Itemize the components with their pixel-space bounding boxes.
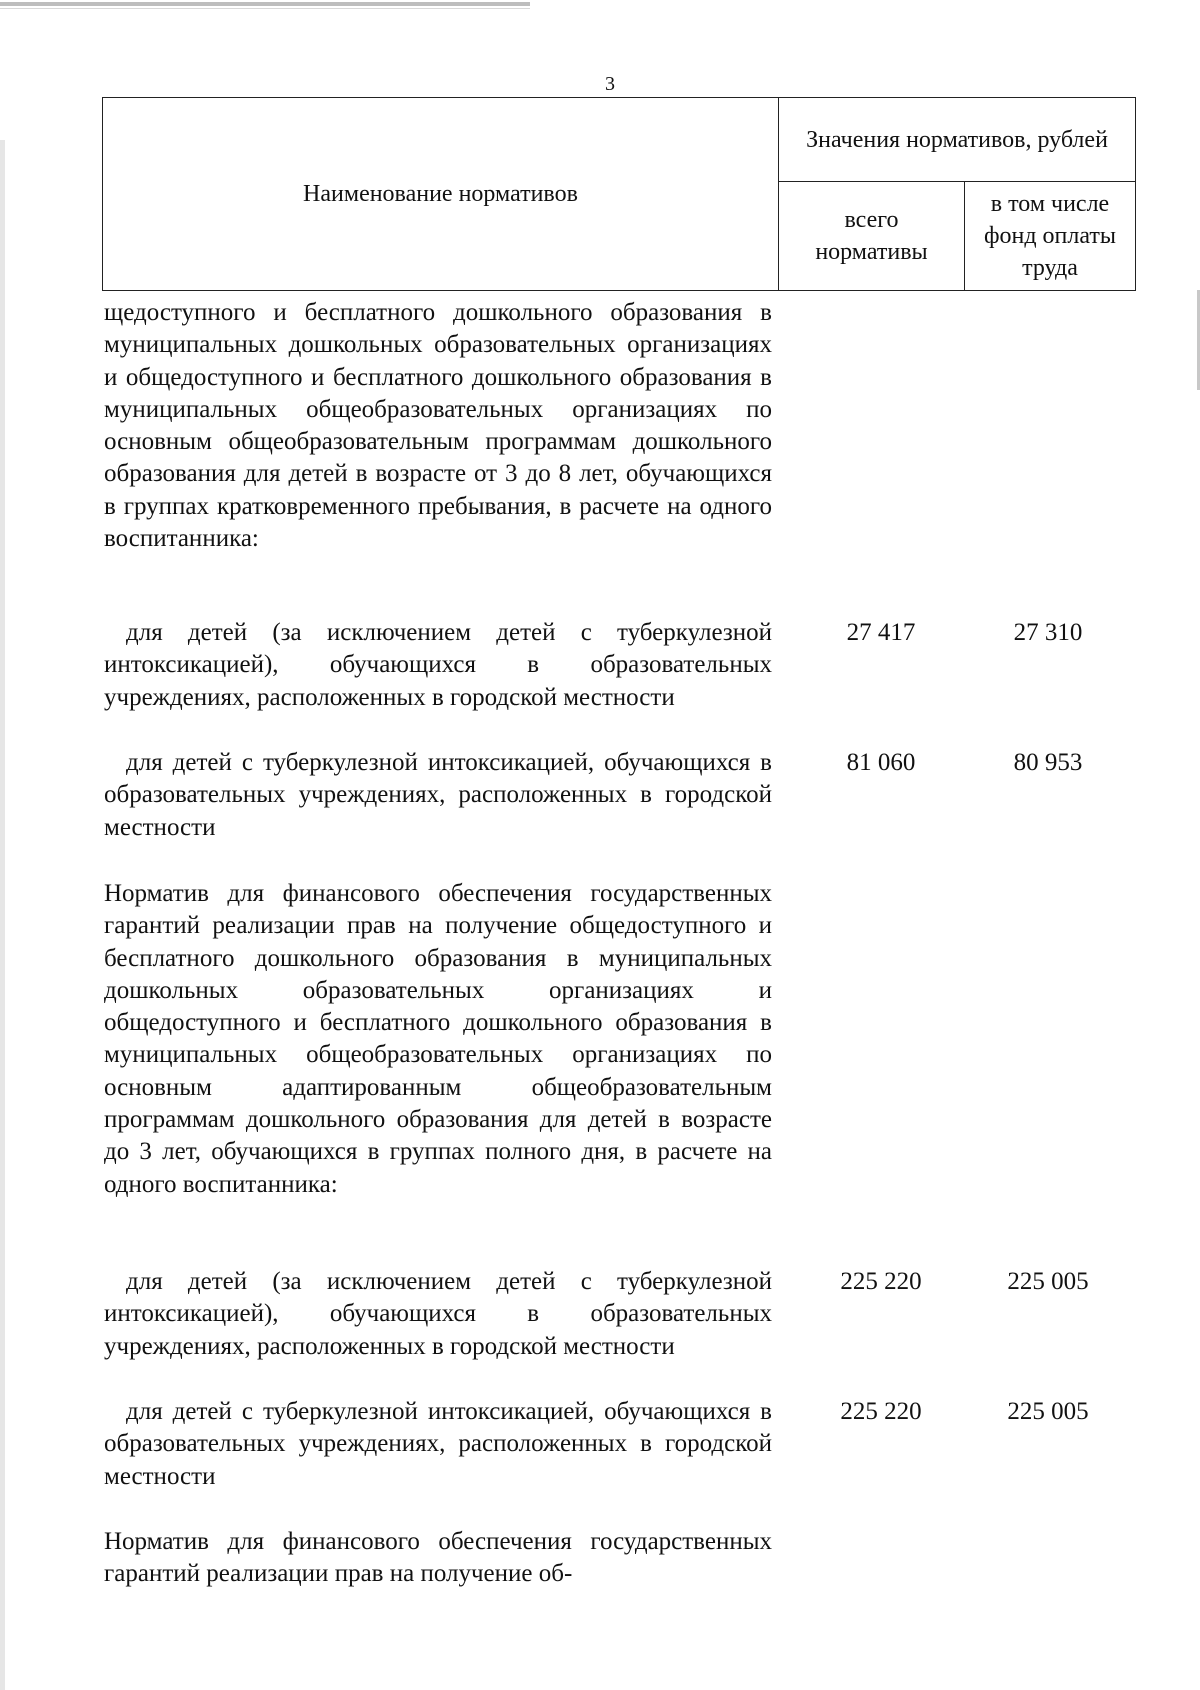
row-name: для детей с туберкулезной интоксикацией, обучающихся в образовательных учреждениях, расположенных в городской местности	[104, 749, 772, 841]
scan-edge-top	[0, 2, 530, 6]
table-row	[104, 747, 1134, 844]
table-row	[104, 1526, 1134, 1591]
table-row	[104, 297, 1134, 555]
table-row	[104, 1266, 1134, 1363]
table-header	[102, 97, 1136, 291]
row-total: 225 220	[840, 1398, 922, 1425]
row-fot: 80 953	[1013, 749, 1083, 776]
header-values-column: Значения нормативов, рублей	[779, 98, 1135, 182]
scan-edge-top-thin	[0, 8, 530, 9]
table-row	[104, 1396, 1134, 1493]
row-name: для детей с туберкулезной интоксикацией, обучающихся в образовательных учреждениях, расположенных в городской местности	[104, 1398, 772, 1490]
row-name: Норматив для финансового обеспечения государственных гарантий реализации прав на получение об-	[104, 1528, 772, 1588]
row-total: 27 417	[846, 619, 916, 646]
header-name-column: Наименование нормативов	[103, 98, 779, 290]
row-total: 81 060	[846, 749, 916, 776]
scan-edge-left	[0, 140, 5, 1690]
header-total-column: всего нормативы	[779, 182, 965, 290]
row-name: Норматив для финансового обеспечения государственных гарантий реализации прав на получение общедоступного и бесплатного дошкольного образования в муниципальных дошкольных образовательных организациях и общедоступного и бесплатного дошкольного образования в муниципальных общеобразовательных организациях по основным адаптированным общеобразовательным программам дошкольного образования для детей в возрасте до 3 лет, обучающихся в группах полного дня, в расчете на одного воспитанника:	[104, 880, 772, 1198]
row-fot: 27 310	[1013, 619, 1083, 646]
page-number: 3	[605, 73, 615, 95]
header-fot-column: в том числе фонд оплаты труда	[983, 191, 1117, 281]
table-row	[104, 878, 1134, 1201]
row-total: 225 220	[840, 1268, 922, 1295]
table-row	[104, 617, 1134, 714]
row-name: для детей (за исключением детей с туберкулезной интоксикацией), обучающихся в образовательных учреждениях, расположенных в городской местности	[104, 619, 772, 711]
row-fot: 225 005	[1007, 1268, 1089, 1295]
row-fot: 225 005	[1007, 1398, 1089, 1425]
row-name: щедоступного и бесплатного дошкольного образования в муниципальных дошкольных образовательных организациях и общедоступного и бесплатного дошкольного образования в муниципальных общеобразовательных организациях по основным общеобразовательным программам дошкольного образования для детей в возрасте от 3 до 8 лет, обучающихся в группах кратковременного пребывания, в расчете на одного воспитанника:	[104, 299, 772, 553]
row-name: для детей (за исключением детей с туберкулезной интоксикацией), обучающихся в образовательных учреждениях, расположенных в городской местности	[104, 1268, 772, 1360]
